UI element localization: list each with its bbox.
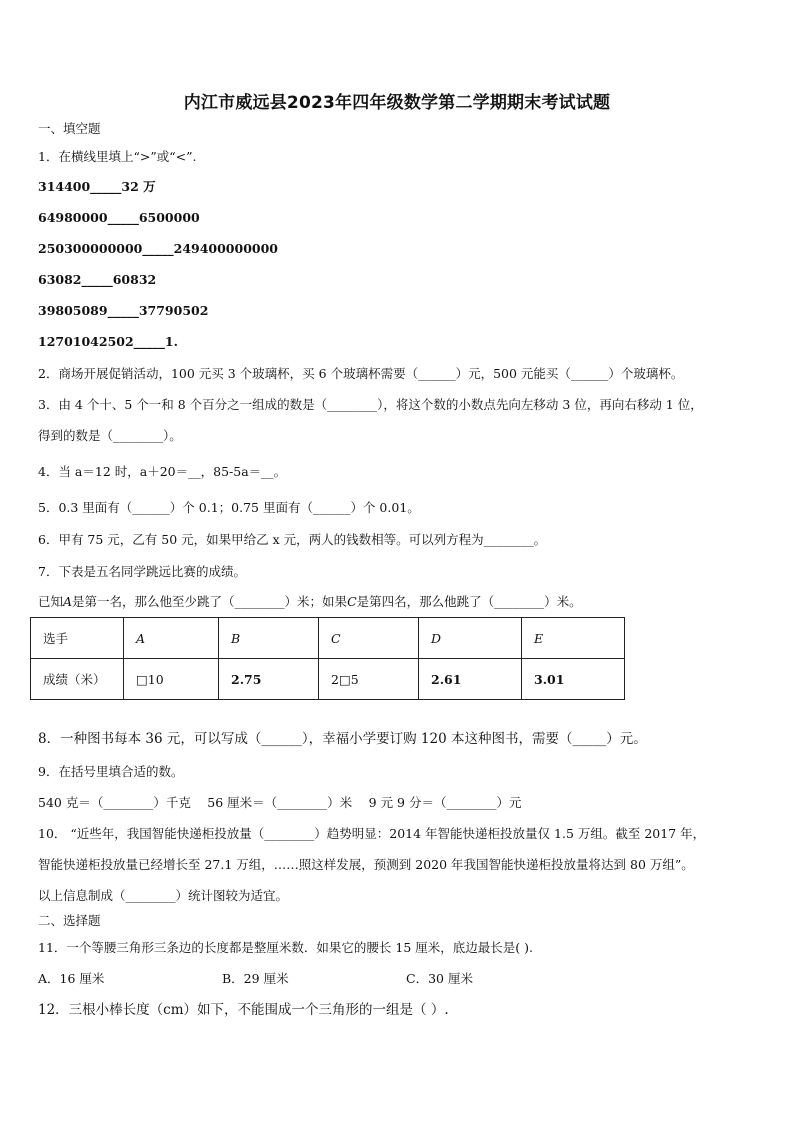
q10-line2: 智能快递柜投放量已经增长至 27.1 万组，……照这样发展，预测到 2020 年我国智能快递柜投放量将达到 80 万组”。 <box>38 857 694 872</box>
q11-prompt: 11．一个等腰三角形三条边的长度都是整厘米数．如果它的腰长 15 厘米，底边最长是( ). <box>38 940 533 955</box>
q7-question-a: 已知 <box>38 594 64 609</box>
q3-line2: 得到的数是（________）。 <box>38 428 182 443</box>
q11-option-c: C．30 厘米 <box>406 971 473 986</box>
q12-text: 12．三根小棒长度（cm）如下，不能围成一个三角形的一组是（ ）. <box>38 1002 449 1018</box>
q7-question <box>38 594 582 610</box>
table-header-cell: D <box>419 618 522 659</box>
table-cell: 3.01 <box>522 659 625 700</box>
q2-text: 2．商场开展促销活动，100 元买 3 个玻璃杯，买 6 个玻璃杯需要（______）元，500 元能买（______）个玻璃杯。 <box>38 366 684 381</box>
table-header-cell: E <box>522 618 625 659</box>
section-heading-fill: 一、填空题 <box>38 121 101 136</box>
q1-line: 314400_____32 万 <box>38 179 156 194</box>
table-header-cell: A <box>124 618 219 659</box>
table-cell: □10 <box>124 659 219 700</box>
q1-line: 64980000_____6500000 <box>38 210 200 225</box>
q11-option-b: B．29 厘米 <box>222 971 289 986</box>
table-header-row <box>31 618 625 659</box>
q7-letter-a: A <box>63 594 73 609</box>
q9-prompt: 9．在括号里填合适的数。 <box>38 764 184 779</box>
q10-line3: 以上信息制成（________）统计图较为适宜。 <box>38 888 289 903</box>
table-row <box>31 659 625 700</box>
q6-text: 6．甲有 75 元，乙有 50 元，如果甲给乙 x 元，两人的钱数相等。可以列方程为________。 <box>38 532 547 547</box>
q3-line1: 3．由 4 个十、5 个一和 8 个百分之一组成的数是（________），将这个数的小数点先向左移动 3 位，再向右移动 1 位， <box>38 397 703 412</box>
q7-question-c: 是第四名，那么他跳了（________）米。 <box>356 594 582 609</box>
table-cell: 2.61 <box>419 659 522 700</box>
q1-line: 12701042502_____1. <box>38 334 178 349</box>
q10-line1: 10． “近些年，我国智能快递柜投放量（________）趋势明显：2014 年智能快递柜投放量仅 1.5 万组。截至 2017 年， <box>38 826 706 841</box>
table-header-cell: C <box>319 618 419 659</box>
q4-text: 4．当 a＝12 时，a＋20＝__，85-5a＝__。 <box>38 464 287 479</box>
section-heading-choice: 二、选择题 <box>38 913 101 928</box>
page-title: 内江市威远县2023年四年级数学第二学期期末考试试题 <box>183 93 611 113</box>
table-header-cell: B <box>219 618 319 659</box>
table-row-label: 成绩（米） <box>31 659 124 700</box>
q5-text: 5．0.3 里面有（______）个 0.1；0.75 里面有（______）个 0.01。 <box>38 500 420 515</box>
q9-line: 540 克＝（________）千克 56 厘米＝（________）米 9 元 9 分＝（________）元 <box>38 795 522 810</box>
table-header-cell: 选手 <box>31 618 124 659</box>
long-jump-table <box>30 617 625 700</box>
table-cell: 2.75 <box>219 659 319 700</box>
q1-line: 39805089_____37790502 <box>38 303 209 318</box>
table-cell: 2□5 <box>319 659 419 700</box>
q1-line: 250300000000_____249400000000 <box>38 241 278 256</box>
q11-option-a: A．16 厘米 <box>38 971 105 986</box>
q1-prompt: 1．在横线里填上“>”或“<”. <box>38 149 197 164</box>
q7-letter-c: C <box>347 594 357 609</box>
q1-line: 63082_____60832 <box>38 272 157 287</box>
q7-question-b: 是第一名，那么他至少跳了（________）米；如果 <box>72 594 348 609</box>
q8-text: 8．一种图书每本 36 元，可以写成（______），幸福小学要订购 120 本这种图书，需要（_____）元。 <box>38 731 647 747</box>
q7-prompt: 7．下表是五名同学跳远比赛的成绩。 <box>38 564 246 579</box>
